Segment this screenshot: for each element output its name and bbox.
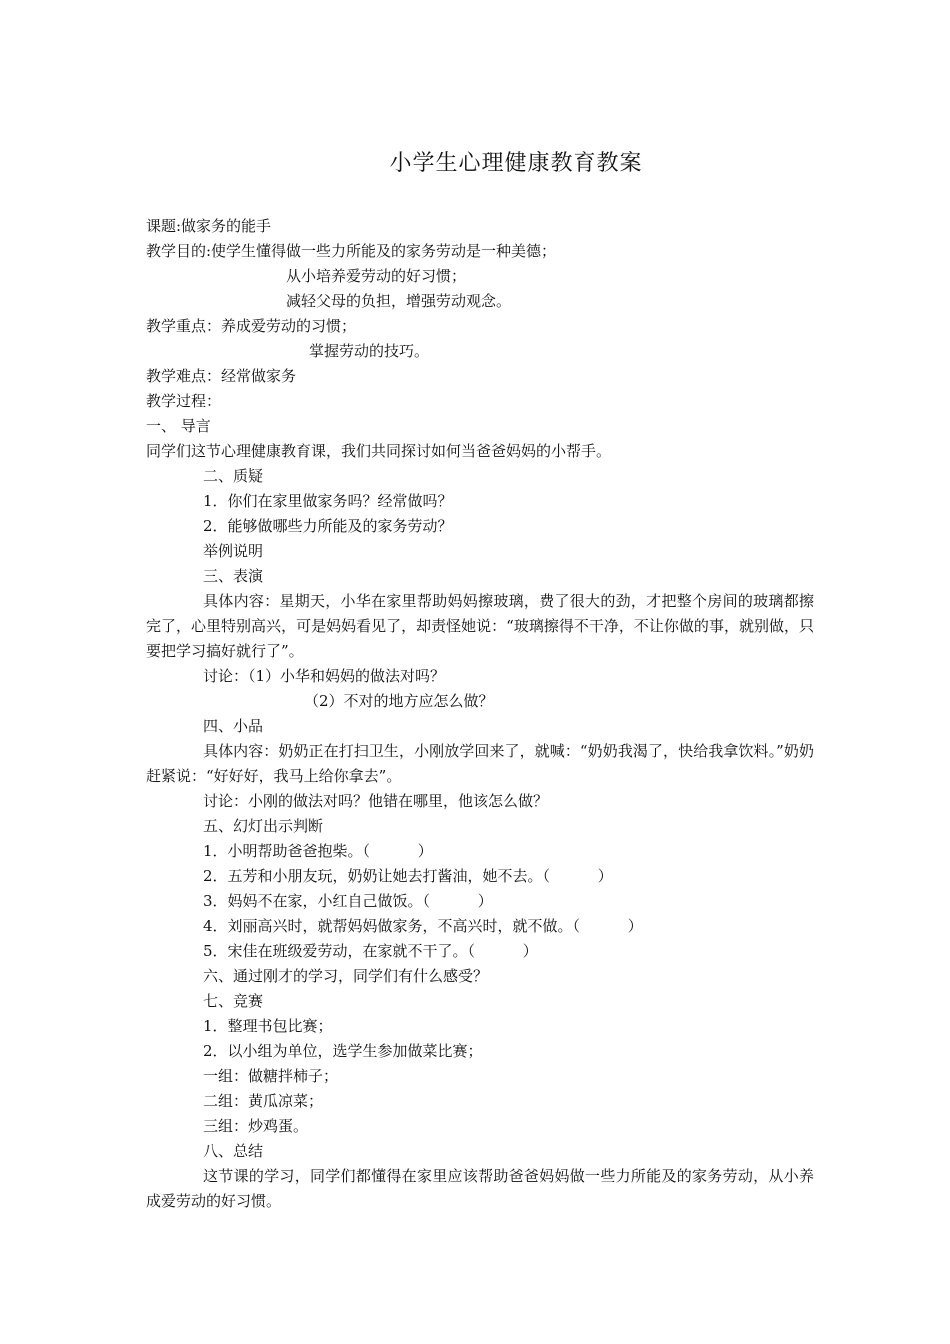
section-1-text: 同学们这节心理健康教育课，我们共同探讨如何当爸爸妈妈的小帮手。 (146, 442, 612, 460)
section-1-heading: 一、 导言 (146, 417, 211, 435)
section-2-question-2: 2．能够做哪些力所能及的家务劳动？ (203, 517, 453, 535)
section-3-discussion-2: （2）不对的地方应怎么做？ (304, 692, 494, 710)
section-7-group-1: 一组：做糖拌柿子； (203, 1067, 339, 1085)
section-2-example: 举例说明 (203, 542, 264, 560)
lesson-topic: 课题:做家务的能手 (146, 217, 272, 235)
section-7-item-1: 1．整理书包比赛； (203, 1017, 333, 1035)
teaching-key-line-1: 教学重点：养成爱劳动的习惯； (146, 317, 357, 335)
section-5-item-2: 2．五芳和小朋友玩，奶奶让她去打酱油，她不去。（ ） (203, 867, 613, 885)
section-2-question-1: 1．你们在家里做家务吗？经常做吗？ (203, 492, 453, 510)
teaching-difficulty: 教学难点：经常做家务 (146, 367, 297, 385)
section-7-item-2: 2．以小组为单位，选学生参加做菜比赛； (203, 1042, 483, 1060)
section-3-heading: 三、表演 (203, 567, 264, 585)
teaching-goal-line-2: 从小培养爱劳动的好习惯； (286, 267, 467, 285)
teaching-process-label: 教学过程： (146, 392, 222, 410)
section-4-discussion: 讨论：小刚的做法对吗？他错在哪里，他该怎么做？ (203, 792, 549, 810)
section-2-heading: 二、质疑 (203, 467, 264, 485)
section-5-item-1: 1．小明帮助爸爸抱柴。（ ） (203, 842, 433, 860)
document-body (146, 214, 814, 1214)
section-8-content: 这节课的学习，同学们都懂得在家里应该帮助爸爸妈妈做一些力所能及的家务劳动，从小养成爱劳动的好习惯。 (146, 1167, 814, 1210)
section-3-discussion-1: 讨论：（1）小华和妈妈的做法对吗？ (203, 667, 446, 685)
section-5-item-3: 3．妈妈不在家，小红自己做饭。（ ） (203, 892, 493, 910)
section-4-heading: 四、小品 (203, 717, 264, 735)
section-3-content: 具体内容：星期天，小华在家里帮助妈妈擦玻璃，费了很大的劲，才把整个房间的玻璃都擦完了，心里特别高兴，可是妈妈看见了，却责怪她说：“玻璃擦得不干净，不让你做的事，就别做，只要把学习搞好就行了”。 (146, 592, 814, 660)
section-5-item-5: 5．宋佳在班级爱劳动，在家就不干了。（ ） (203, 942, 538, 960)
section-6-heading: 六、通过刚才的学习，同学们有什么感受？ (203, 967, 489, 985)
section-5-item-4: 4．刘丽高兴时，就帮妈妈做家务，不高兴时，就不做。（ ） (203, 917, 643, 935)
section-7-group-2: 二组：黄瓜凉菜； (203, 1092, 324, 1110)
section-5-heading: 五、幻灯出示判断 (203, 817, 324, 835)
teaching-goal-line-3: 减轻父母的负担，增强劳动观念。 (286, 292, 512, 310)
section-4-content: 具体内容：奶奶正在打扫卫生，小刚放学回来了，就喊：“奶奶我渴了，快给我拿饮料。”奶奶赶紧说：“好好好，我马上给你拿去”。 (146, 742, 814, 785)
section-7-group-3: 三组：炒鸡蛋。 (203, 1117, 309, 1135)
section-8-heading: 八、总结 (203, 1142, 264, 1160)
teaching-goal-line-1: 教学目的:使学生懂得做一些力所能及的家务劳动是一种美德； (146, 242, 557, 260)
teaching-key-line-2: 掌握劳动的技巧。 (309, 342, 430, 360)
document-title: 小学生心理健康教育教案 (389, 151, 643, 176)
section-7-heading: 七、竞赛 (203, 992, 264, 1010)
